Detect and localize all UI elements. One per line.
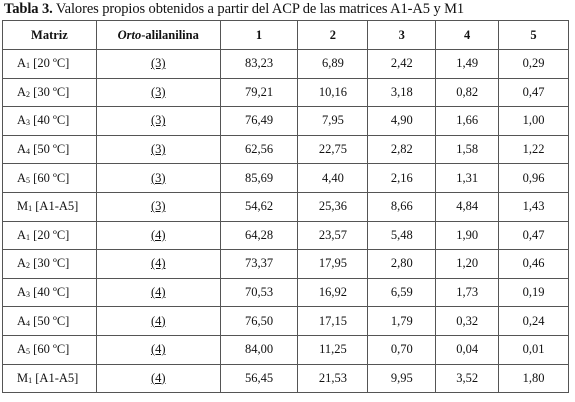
ortho-cell: [96, 50, 220, 79]
table-row: [3, 164, 569, 193]
matrix-letter: A: [17, 56, 27, 71]
header-col-4: 4: [436, 21, 499, 50]
ortho-cell: [96, 335, 220, 364]
matrix-cell: [3, 307, 97, 336]
matrix-subscript: 5: [26, 175, 31, 185]
eigenvalue-cell-4: 0,04: [436, 335, 499, 364]
eigenvalue-cell-1: 64,28: [220, 221, 298, 250]
eigenvalue-cell-3: 4,90: [368, 107, 436, 136]
eigenvalue-cell-5: 1,00: [499, 107, 569, 136]
matrix-subscript: 3: [26, 118, 31, 128]
ortho-compound-ref: (3): [150, 56, 166, 71]
ortho-cell: [96, 135, 220, 164]
table-row: [3, 278, 569, 307]
ortho-compound-ref: (4): [150, 370, 166, 385]
table-row: [3, 335, 569, 364]
ortho-compound-ref: (3): [150, 113, 166, 128]
eigenvalue-cell-5: 0,01: [499, 335, 569, 364]
eigenvalue-cell-1: 85,69: [220, 164, 298, 193]
ortho-cell: [96, 278, 220, 307]
eigenvalue-cell-1: 76,49: [220, 107, 298, 136]
eigenvalue-cell-5: 0,29: [499, 50, 569, 79]
matrix-temperature: [A1-A5]: [32, 370, 79, 385]
matrix-letter: A: [17, 84, 27, 99]
eigenvalue-cell-4: 1,31: [436, 164, 499, 193]
eigenvalue-cell-4: 1,58: [436, 135, 499, 164]
eigenvalue-cell-3: 3,18: [368, 78, 436, 107]
table-caption: [4, 1, 464, 17]
eigenvalue-cell-1: 73,37: [220, 250, 298, 279]
ortho-cell: [96, 107, 220, 136]
header-col-2: 2: [298, 21, 368, 50]
table-row: [3, 307, 569, 336]
eigenvalue-cell-5: 0,24: [499, 307, 569, 336]
matrix-letter: A: [17, 227, 27, 242]
caption-label: Tabla 3.: [4, 1, 53, 17]
eigenvalue-cell-5: 0,19: [499, 278, 569, 307]
ortho-compound-ref: (3): [150, 142, 166, 157]
table-body: [3, 50, 569, 393]
table-row: [3, 50, 569, 79]
matrix-temperature: [20 ºC]: [30, 227, 70, 242]
matrix-subscript: 1: [28, 204, 33, 214]
ortho-cell: [96, 364, 220, 393]
eigenvalue-cell-3: 9,95: [368, 364, 436, 393]
matrix-cell: [3, 192, 97, 221]
matrix-subscript: 1: [26, 61, 31, 71]
matrix-letter: A: [17, 170, 27, 185]
eigenvalue-cell-5: 0,47: [499, 78, 569, 107]
ortho-compound-ref: (4): [150, 227, 166, 242]
eigenvalue-cell-1: 70,53: [220, 278, 298, 307]
table-row: [3, 78, 569, 107]
eigenvalue-cell-1: 62,56: [220, 135, 298, 164]
matrix-temperature: [20 ºC]: [30, 56, 70, 71]
eigenvalue-cell-1: 84,00: [220, 335, 298, 364]
eigenvalue-cell-5: 0,46: [499, 250, 569, 279]
eigenvalue-cell-1: 56,45: [220, 364, 298, 393]
eigenvalue-cell-3: 2,80: [368, 250, 436, 279]
matrix-cell: [3, 164, 97, 193]
eigenvalue-cell-3: 2,42: [368, 50, 436, 79]
header-col-1: 1: [220, 21, 298, 50]
eigenvalue-cell-5: 1,22: [499, 135, 569, 164]
eigenvalue-cell-1: 79,21: [220, 78, 298, 107]
eigenvalue-cell-2: 16,92: [298, 278, 368, 307]
eigenvalue-cell-3: 5,48: [368, 221, 436, 250]
table-row: [3, 364, 569, 393]
eigenvalue-cell-5: 0,96: [499, 164, 569, 193]
table-row: [3, 221, 569, 250]
matrix-subscript: 4: [26, 318, 31, 328]
eigenvalue-cell-2: 10,16: [298, 78, 368, 107]
table-row: [3, 250, 569, 279]
eigenvalue-cell-1: 54,62: [220, 192, 298, 221]
matrix-temperature: [30 ºC]: [30, 256, 70, 271]
matrix-temperature: [60 ºC]: [30, 342, 70, 357]
ortho-compound-ref: (4): [150, 285, 166, 300]
eigenvalue-cell-3: 2,16: [368, 164, 436, 193]
matrix-subscript: 1: [26, 232, 31, 242]
eigenvalue-cell-2: 6,89: [298, 50, 368, 79]
eigenvalue-cell-3: 8,66: [368, 192, 436, 221]
eigenvalue-cell-1: 76,50: [220, 307, 298, 336]
ortho-compound-ref: (3): [150, 199, 166, 214]
eigenvalue-cell-2: 17,15: [298, 307, 368, 336]
eigenvalues-table: [2, 20, 569, 393]
matrix-cell: [3, 107, 97, 136]
eigenvalue-cell-2: 11,25: [298, 335, 368, 364]
table-row: [3, 107, 569, 136]
ortho-cell: [96, 221, 220, 250]
matrix-temperature: [A1-A5]: [32, 199, 79, 214]
eigenvalue-cell-4: 4,84: [436, 192, 499, 221]
matrix-cell: [3, 250, 97, 279]
ortho-cell: [96, 192, 220, 221]
eigenvalue-cell-2: 25,36: [298, 192, 368, 221]
ortho-compound-ref: (4): [150, 342, 166, 357]
ortho-compound-ref: (4): [150, 313, 166, 328]
eigenvalue-cell-2: 7,95: [298, 107, 368, 136]
table-row: [3, 192, 569, 221]
matrix-subscript: 2: [26, 89, 31, 99]
eigenvalue-cell-2: 22,75: [298, 135, 368, 164]
eigenvalue-cell-4: 3,52: [436, 364, 499, 393]
header-matrix: Matriz: [3, 21, 97, 50]
header-col-3: 3: [368, 21, 436, 50]
matrix-temperature: [30 ºC]: [30, 84, 70, 99]
matrix-subscript: 4: [26, 147, 31, 157]
eigenvalue-cell-2: 17,95: [298, 250, 368, 279]
matrix-cell: [3, 278, 97, 307]
matrix-cell: [3, 221, 97, 250]
eigenvalue-cell-3: 1,79: [368, 307, 436, 336]
matrix-letter: M: [17, 370, 29, 385]
matrix-cell: [3, 364, 97, 393]
ortho-cell: [96, 78, 220, 107]
matrix-temperature: [60 ºC]: [30, 170, 70, 185]
matrix-temperature: [50 ºC]: [30, 142, 70, 157]
eigenvalue-cell-4: 1,20: [436, 250, 499, 279]
ortho-cell: [96, 307, 220, 336]
matrix-letter: A: [17, 313, 27, 328]
eigenvalue-cell-5: 1,43: [499, 192, 569, 221]
header-ortho-alilanilina: [96, 21, 220, 50]
eigenvalue-cell-5: 0,47: [499, 221, 569, 250]
matrix-cell: [3, 78, 97, 107]
header-ortho-italic: Orto: [117, 27, 142, 42]
eigenvalue-cell-4: 1,90: [436, 221, 499, 250]
matrix-subscript: 1: [28, 375, 33, 385]
matrix-letter: A: [17, 285, 27, 300]
eigenvalue-cell-4: 0,32: [436, 307, 499, 336]
eigenvalue-cell-4: 0,82: [436, 78, 499, 107]
matrix-temperature: [50 ºC]: [30, 313, 70, 328]
eigenvalue-cell-2: 21,53: [298, 364, 368, 393]
matrix-temperature: [40 ºC]: [30, 285, 70, 300]
matrix-letter: A: [17, 256, 27, 271]
matrix-letter: M: [17, 199, 29, 214]
matrix-temperature: [40 ºC]: [30, 113, 70, 128]
ortho-compound-ref: (3): [150, 170, 166, 185]
eigenvalue-cell-3: 0,70: [368, 335, 436, 364]
table-row: [3, 135, 569, 164]
ortho-compound-ref: (4): [150, 256, 166, 271]
eigenvalue-cell-1: 83,23: [220, 50, 298, 79]
caption-text: Valores propios obtenidos a partir del ACP de las matrices A1-A5 y M1: [55, 1, 465, 17]
matrix-subscript: 2: [26, 261, 31, 271]
eigenvalue-cell-5: 1,80: [499, 364, 569, 393]
eigenvalue-cell-3: 6,59: [368, 278, 436, 307]
matrix-cell: [3, 50, 97, 79]
eigenvalue-cell-4: 1,49: [436, 50, 499, 79]
matrix-cell: [3, 135, 97, 164]
header-col-5: 5: [499, 21, 569, 50]
matrix-letter: A: [17, 142, 27, 157]
eigenvalue-cell-3: 2,82: [368, 135, 436, 164]
eigenvalue-cell-4: 1,66: [436, 107, 499, 136]
matrix-letter: A: [17, 342, 27, 357]
matrix-cell: [3, 335, 97, 364]
eigenvalue-cell-4: 1,73: [436, 278, 499, 307]
matrix-subscript: 5: [26, 347, 31, 357]
ortho-cell: [96, 250, 220, 279]
ortho-cell: [96, 164, 220, 193]
matrix-subscript: 3: [26, 290, 31, 300]
eigenvalue-cell-2: 23,57: [298, 221, 368, 250]
ortho-compound-ref: (3): [150, 84, 166, 99]
eigenvalue-cell-2: 4,40: [298, 164, 368, 193]
table-header-row: [3, 21, 569, 50]
matrix-letter: A: [17, 113, 27, 128]
header-ortho-rest: -alilanilina: [141, 27, 199, 42]
